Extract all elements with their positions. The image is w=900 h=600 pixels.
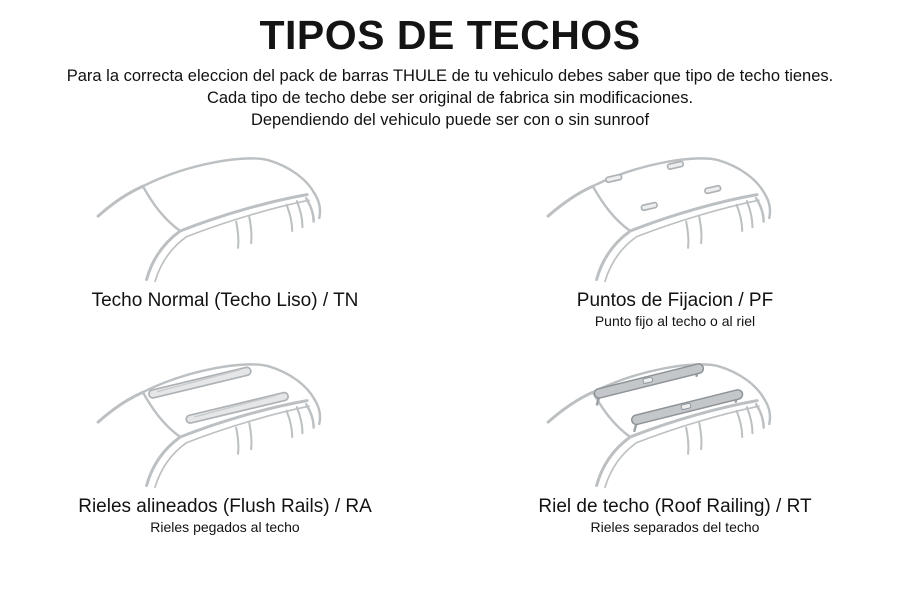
description-line-2: Cada tipo de techo debe ser original de fabrica sin modificaciones. (206, 89, 694, 107)
flush-rails-roof-illustration (64, 353, 386, 493)
fixation-points (605, 161, 721, 211)
roof-type-sublabel: Rieles pegados al techo (150, 519, 300, 535)
raised-rails (593, 363, 744, 431)
roof-types-grid (0, 147, 900, 535)
roof-type-ra (0, 353, 450, 535)
description-line-1: Para la correcta eleccion del pack de barras THULE de tu vehiculo debes saber que tipo de techo tienes. (66, 67, 834, 85)
roof-type-sublabel: Punto fijo al techo o al riel (594, 313, 756, 329)
description-line-3: Dependiendo del vehiculo puede ser con o sin sunroof (250, 111, 650, 129)
roof-type-label: Riel de techo (Roof Railing) / RT (538, 496, 812, 517)
roof-type-tn (0, 147, 450, 329)
description (67, 65, 834, 131)
roof-type-label: Techo Normal (Techo Liso) / TN (91, 290, 359, 311)
roof-type-sublabel: Rieles separados del techo (590, 519, 760, 535)
fixation-points-roof-illustration (514, 147, 836, 287)
page-title: TIPOS DE TECHOS (259, 12, 641, 58)
roof-type-sublabel (92, 313, 359, 329)
roof-type-label: Puntos de Fijacion / PF (576, 290, 774, 311)
plain-roof-illustration (64, 147, 386, 287)
roof-type-pf (450, 147, 900, 329)
roof-type-rt (450, 353, 900, 535)
raised-rails-roof-illustration (514, 353, 836, 493)
roof-type-label: Rieles alineados (Flush Rails) / RA (78, 496, 372, 517)
